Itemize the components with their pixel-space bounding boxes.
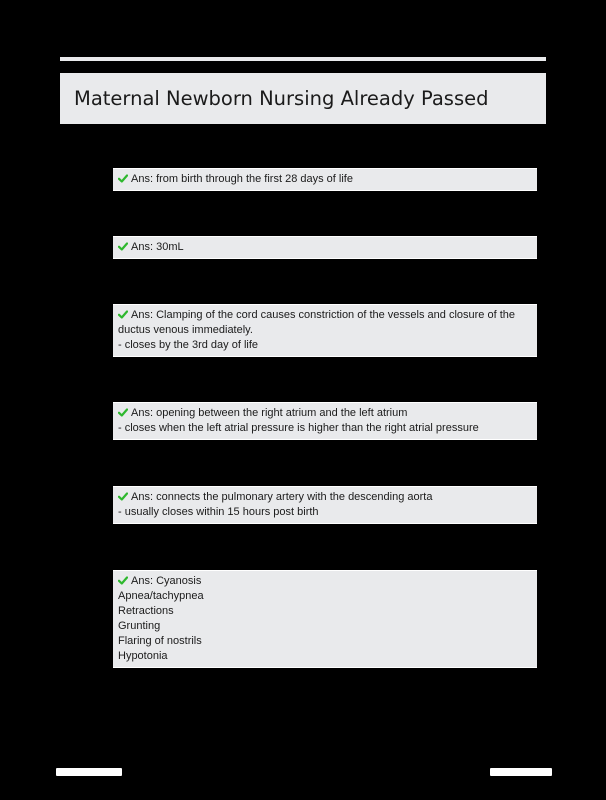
answer-line: Hypotonia (118, 650, 168, 662)
checkmark-icon (118, 310, 128, 319)
answer-first-line (118, 406, 531, 421)
answer-first-line (118, 574, 531, 589)
answer-box-5 (113, 486, 537, 524)
answer-first-line (118, 172, 531, 187)
answer-text: opening between the right atrium and the left atrium (156, 407, 408, 419)
checkmark-icon (118, 576, 128, 585)
answer-prefix: Ans: (131, 575, 157, 587)
answer-line: Flaring of nostrils (118, 635, 202, 647)
answer-line: - closes when the left atrial pressure is higher than the right atrial pressure (118, 422, 479, 434)
answer-text: 30mL (156, 241, 184, 253)
footer-right-redacted (490, 768, 552, 776)
answer-box-6 (113, 570, 537, 668)
title-banner (60, 73, 546, 124)
answer-box-2 (113, 236, 537, 259)
answer-prefix: Ans: (131, 173, 157, 185)
checkmark-icon (118, 408, 128, 417)
top-divider (60, 57, 546, 61)
checkmark-icon (118, 242, 128, 251)
answer-line: ductus venous immediately. (118, 324, 253, 336)
answer-line: Retractions (118, 605, 174, 617)
checkmark-icon (118, 174, 128, 183)
answer-text: Clamping of the cord causes constriction of the vessels and closure of the (156, 309, 515, 321)
answer-box-3 (113, 304, 537, 357)
footer-left-redacted (56, 768, 122, 776)
answer-text: from birth through the first 28 days of life (156, 173, 353, 185)
answer-first-line (118, 240, 531, 255)
answer-prefix: Ans: (131, 309, 157, 321)
answer-prefix: Ans: (131, 241, 157, 253)
answer-line: Grunting (118, 620, 161, 632)
answer-first-line (118, 490, 531, 505)
answer-text: Cyanosis (156, 575, 202, 587)
document-title: Maternal Newborn Nursing Already Passed (74, 87, 489, 110)
answer-first-line (118, 308, 531, 323)
answer-line: Apnea/tachypnea (118, 590, 204, 602)
answer-text: connects the pulmonary artery with the descending aorta (156, 491, 433, 503)
answer-prefix: Ans: (131, 407, 157, 419)
answer-line: - closes by the 3rd day of life (118, 339, 259, 351)
answer-line: - usually closes within 15 hours post birth (118, 506, 319, 518)
checkmark-icon (118, 492, 128, 501)
answer-prefix: Ans: (131, 491, 157, 503)
answer-box-1 (113, 168, 537, 191)
answer-box-4 (113, 402, 537, 440)
